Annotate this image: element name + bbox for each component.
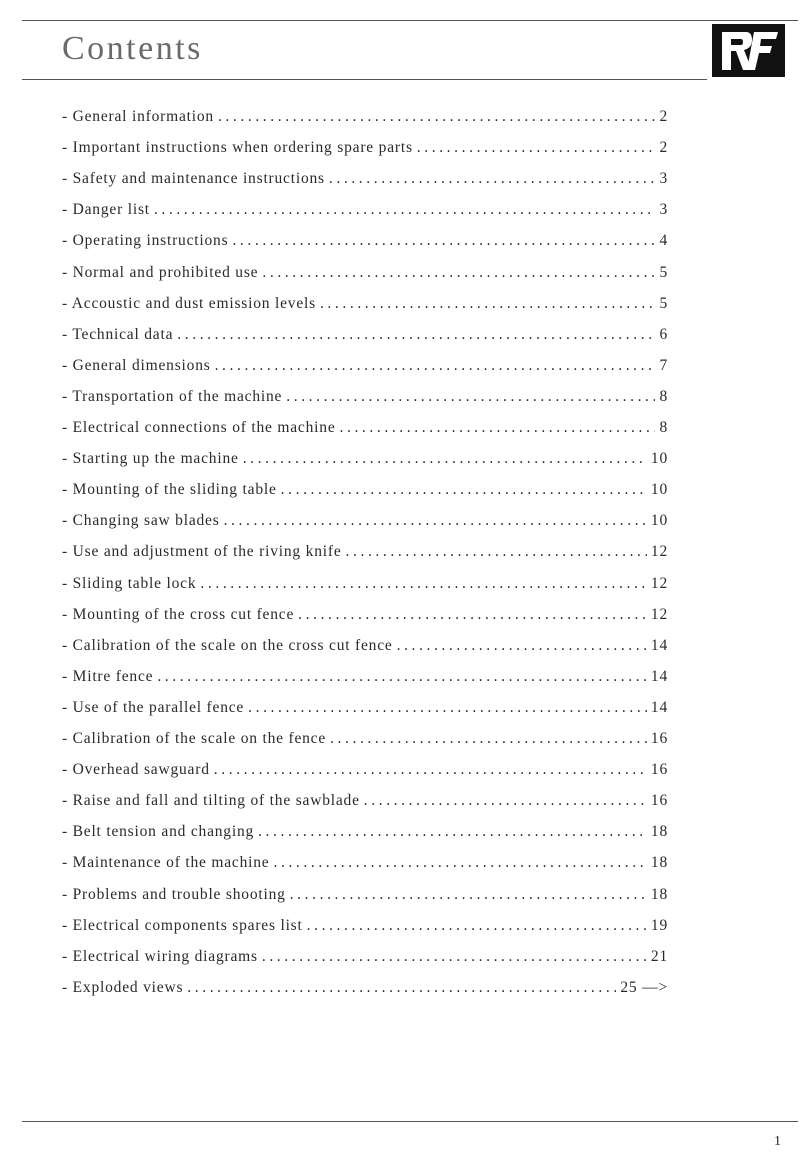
toc-dot-leader — [258, 823, 647, 841]
toc-entry-label: - Electrical components spares list — [62, 916, 303, 934]
brand-logo — [712, 24, 785, 77]
toc-entry[interactable] — [62, 575, 668, 601]
toc-entry-label: - Calibration of the scale on the cross cut fence — [62, 636, 393, 654]
toc-entry-page: 7 — [659, 356, 668, 374]
toc-entry-page: 12 — [650, 574, 668, 592]
toc-entry-page: 25 —> — [620, 978, 668, 996]
toc-dot-leader — [200, 575, 647, 593]
toc-entry[interactable] — [62, 886, 668, 912]
toc-entry-label: - Technical data — [62, 325, 174, 343]
toc-entry[interactable] — [62, 170, 668, 196]
toc-entry-label: - Sliding table lock — [62, 574, 197, 592]
toc-entry-label: - Electrical wiring diagrams — [62, 947, 258, 965]
toc-entry-page: 10 — [650, 512, 668, 530]
toc-entry[interactable] — [62, 139, 668, 165]
toc-entry-page: 5 — [659, 294, 668, 312]
toc-dot-leader — [340, 419, 656, 437]
toc-entry-label: - Safety and maintenance instructions — [62, 170, 325, 188]
toc-dot-leader — [281, 481, 647, 499]
toc-entry[interactable] — [62, 108, 668, 134]
toc-dot-leader — [232, 232, 655, 250]
toc-entry-label: - Transportation of the machine — [62, 387, 283, 405]
toc-entry-page: 16 — [650, 730, 668, 747]
toc-dot-leader — [286, 388, 655, 406]
toc-entry-label: - Mitre fence — [62, 667, 154, 685]
toc-dot-leader — [364, 792, 647, 810]
toc-entry-label: - Electrical connections of the machine — [62, 419, 336, 436]
toc-dot-leader — [320, 295, 655, 313]
toc-entry-label: - Important instructions when ordering spare parts — [62, 139, 413, 157]
toc-dot-leader — [214, 761, 647, 779]
toc-dot-leader — [157, 668, 647, 686]
toc-dot-leader — [298, 606, 647, 624]
toc-entry[interactable] — [62, 917, 668, 943]
toc-dot-leader — [218, 108, 655, 126]
toc-entry-label: - Use and adjustment of the riving knife — [62, 543, 342, 561]
toc-entry-label: - Mounting of the cross cut fence — [62, 605, 295, 623]
toc-entry-page: 16 — [650, 792, 668, 810]
page-number: 1 — [774, 1134, 781, 1149]
toc-entry-page: 16 — [650, 761, 668, 779]
toc-dot-leader — [417, 139, 656, 157]
page-title: Contents — [62, 30, 203, 67]
toc-dot-leader — [187, 979, 616, 997]
toc-entry-page: 14 — [650, 636, 668, 654]
toc-entry-label: - Belt tension and changing — [62, 823, 255, 841]
toc-entry-page: 3 — [659, 170, 668, 188]
toc-entry[interactable] — [62, 637, 668, 663]
toc-entry-page: 2 — [659, 139, 668, 157]
toc-entry[interactable] — [62, 699, 668, 725]
toc-entry-label: - Accoustic and dust emission levels — [62, 294, 316, 312]
toc-entry-page: 3 — [659, 201, 668, 219]
toc-entry[interactable] — [62, 948, 668, 974]
toc-entry-page: 4 — [659, 232, 668, 250]
toc-entry-label: - Mounting of the sliding table — [62, 481, 277, 499]
toc-entry-page: 14 — [650, 667, 668, 685]
toc-entry-label: - Danger list — [62, 201, 150, 219]
toc-dot-leader — [215, 357, 656, 375]
toc-entry[interactable] — [62, 512, 668, 538]
toc-entry-label: - Changing saw blades — [62, 512, 220, 530]
toc-entry-page: 5 — [659, 263, 668, 281]
toc-entry-page: 8 — [659, 419, 668, 436]
toc-entry[interactable] — [62, 357, 668, 383]
toc-entry-page: 21 — [650, 947, 668, 965]
toc-dot-leader — [273, 854, 646, 872]
toc-entry[interactable] — [62, 388, 668, 414]
toc-dot-leader — [346, 543, 647, 561]
toc-entry-label: - Problems and trouble shooting — [62, 885, 286, 903]
bottom-rule — [22, 1121, 798, 1122]
toc-entry-label: - Operating instructions — [62, 232, 229, 250]
toc-entry-page: 18 — [650, 885, 668, 903]
toc-entry[interactable] — [62, 730, 668, 756]
toc-entry[interactable] — [62, 450, 668, 476]
toc-dot-leader — [307, 917, 647, 935]
toc-entry-page: 19 — [650, 916, 668, 934]
toc-entry-page: 6 — [659, 325, 668, 343]
toc-entry[interactable] — [62, 854, 668, 880]
toc-dot-leader — [177, 326, 655, 344]
toc-entry-page: 10 — [650, 450, 668, 468]
toc-entry-label: - Maintenance of the machine — [62, 854, 270, 872]
toc-entry[interactable] — [62, 419, 668, 445]
toc-entry-page: 14 — [650, 698, 668, 716]
toc-entry[interactable] — [62, 264, 668, 290]
toc-entry-page: 12 — [650, 605, 668, 623]
toc-entry[interactable] — [62, 481, 668, 507]
toc-entry[interactable] — [62, 823, 668, 849]
toc-entry-label: - Exploded views — [62, 978, 184, 996]
toc-entry[interactable] — [62, 761, 668, 787]
rf-logo-icon — [712, 24, 785, 77]
toc-entry[interactable] — [62, 543, 668, 569]
toc-entry[interactable] — [62, 668, 668, 694]
toc-dot-leader — [397, 637, 647, 655]
toc-entry-page: 8 — [659, 387, 668, 405]
toc-dot-leader — [262, 948, 647, 966]
toc-entry[interactable] — [62, 201, 668, 227]
toc-entry-label: - Calibration of the scale on the fence — [62, 730, 327, 747]
toc-entry-label: - Raise and fall and tilting of the sawblade — [62, 792, 360, 810]
toc-entry-label: - Use of the parallel fence — [62, 698, 245, 716]
toc-dot-leader — [248, 699, 647, 717]
toc-entry-page: 10 — [650, 481, 668, 499]
toc-entry-page: 12 — [650, 543, 668, 561]
toc-entry-label: - General dimensions — [62, 356, 211, 374]
toc-entry-page: 18 — [650, 854, 668, 872]
toc-entry-page: 18 — [650, 823, 668, 841]
toc-dot-leader — [243, 450, 647, 468]
toc-entry-label: - General information — [62, 108, 214, 125]
toc-entry-label: - Starting up the machine — [62, 450, 239, 468]
toc-entry-page: 2 — [659, 108, 668, 125]
toc-dot-leader — [224, 512, 647, 530]
toc-entry-label: - Overhead sawguard — [62, 761, 210, 779]
title-rule — [22, 79, 707, 80]
toc-entry[interactable] — [62, 606, 668, 632]
toc-entry-label: - Normal and prohibited use — [62, 263, 259, 281]
toc-dot-leader — [290, 886, 647, 904]
toc-dot-leader — [330, 730, 647, 748]
toc-dot-leader — [262, 264, 655, 282]
toc-entry[interactable] — [62, 295, 668, 321]
toc-entry[interactable] — [62, 232, 668, 258]
toc-entry[interactable] — [62, 326, 668, 352]
toc-dot-leader — [154, 201, 656, 219]
top-rule — [22, 20, 798, 21]
toc-entry[interactable] — [62, 792, 668, 818]
toc-dot-leader — [329, 170, 656, 188]
toc-entry[interactable] — [62, 979, 668, 1005]
